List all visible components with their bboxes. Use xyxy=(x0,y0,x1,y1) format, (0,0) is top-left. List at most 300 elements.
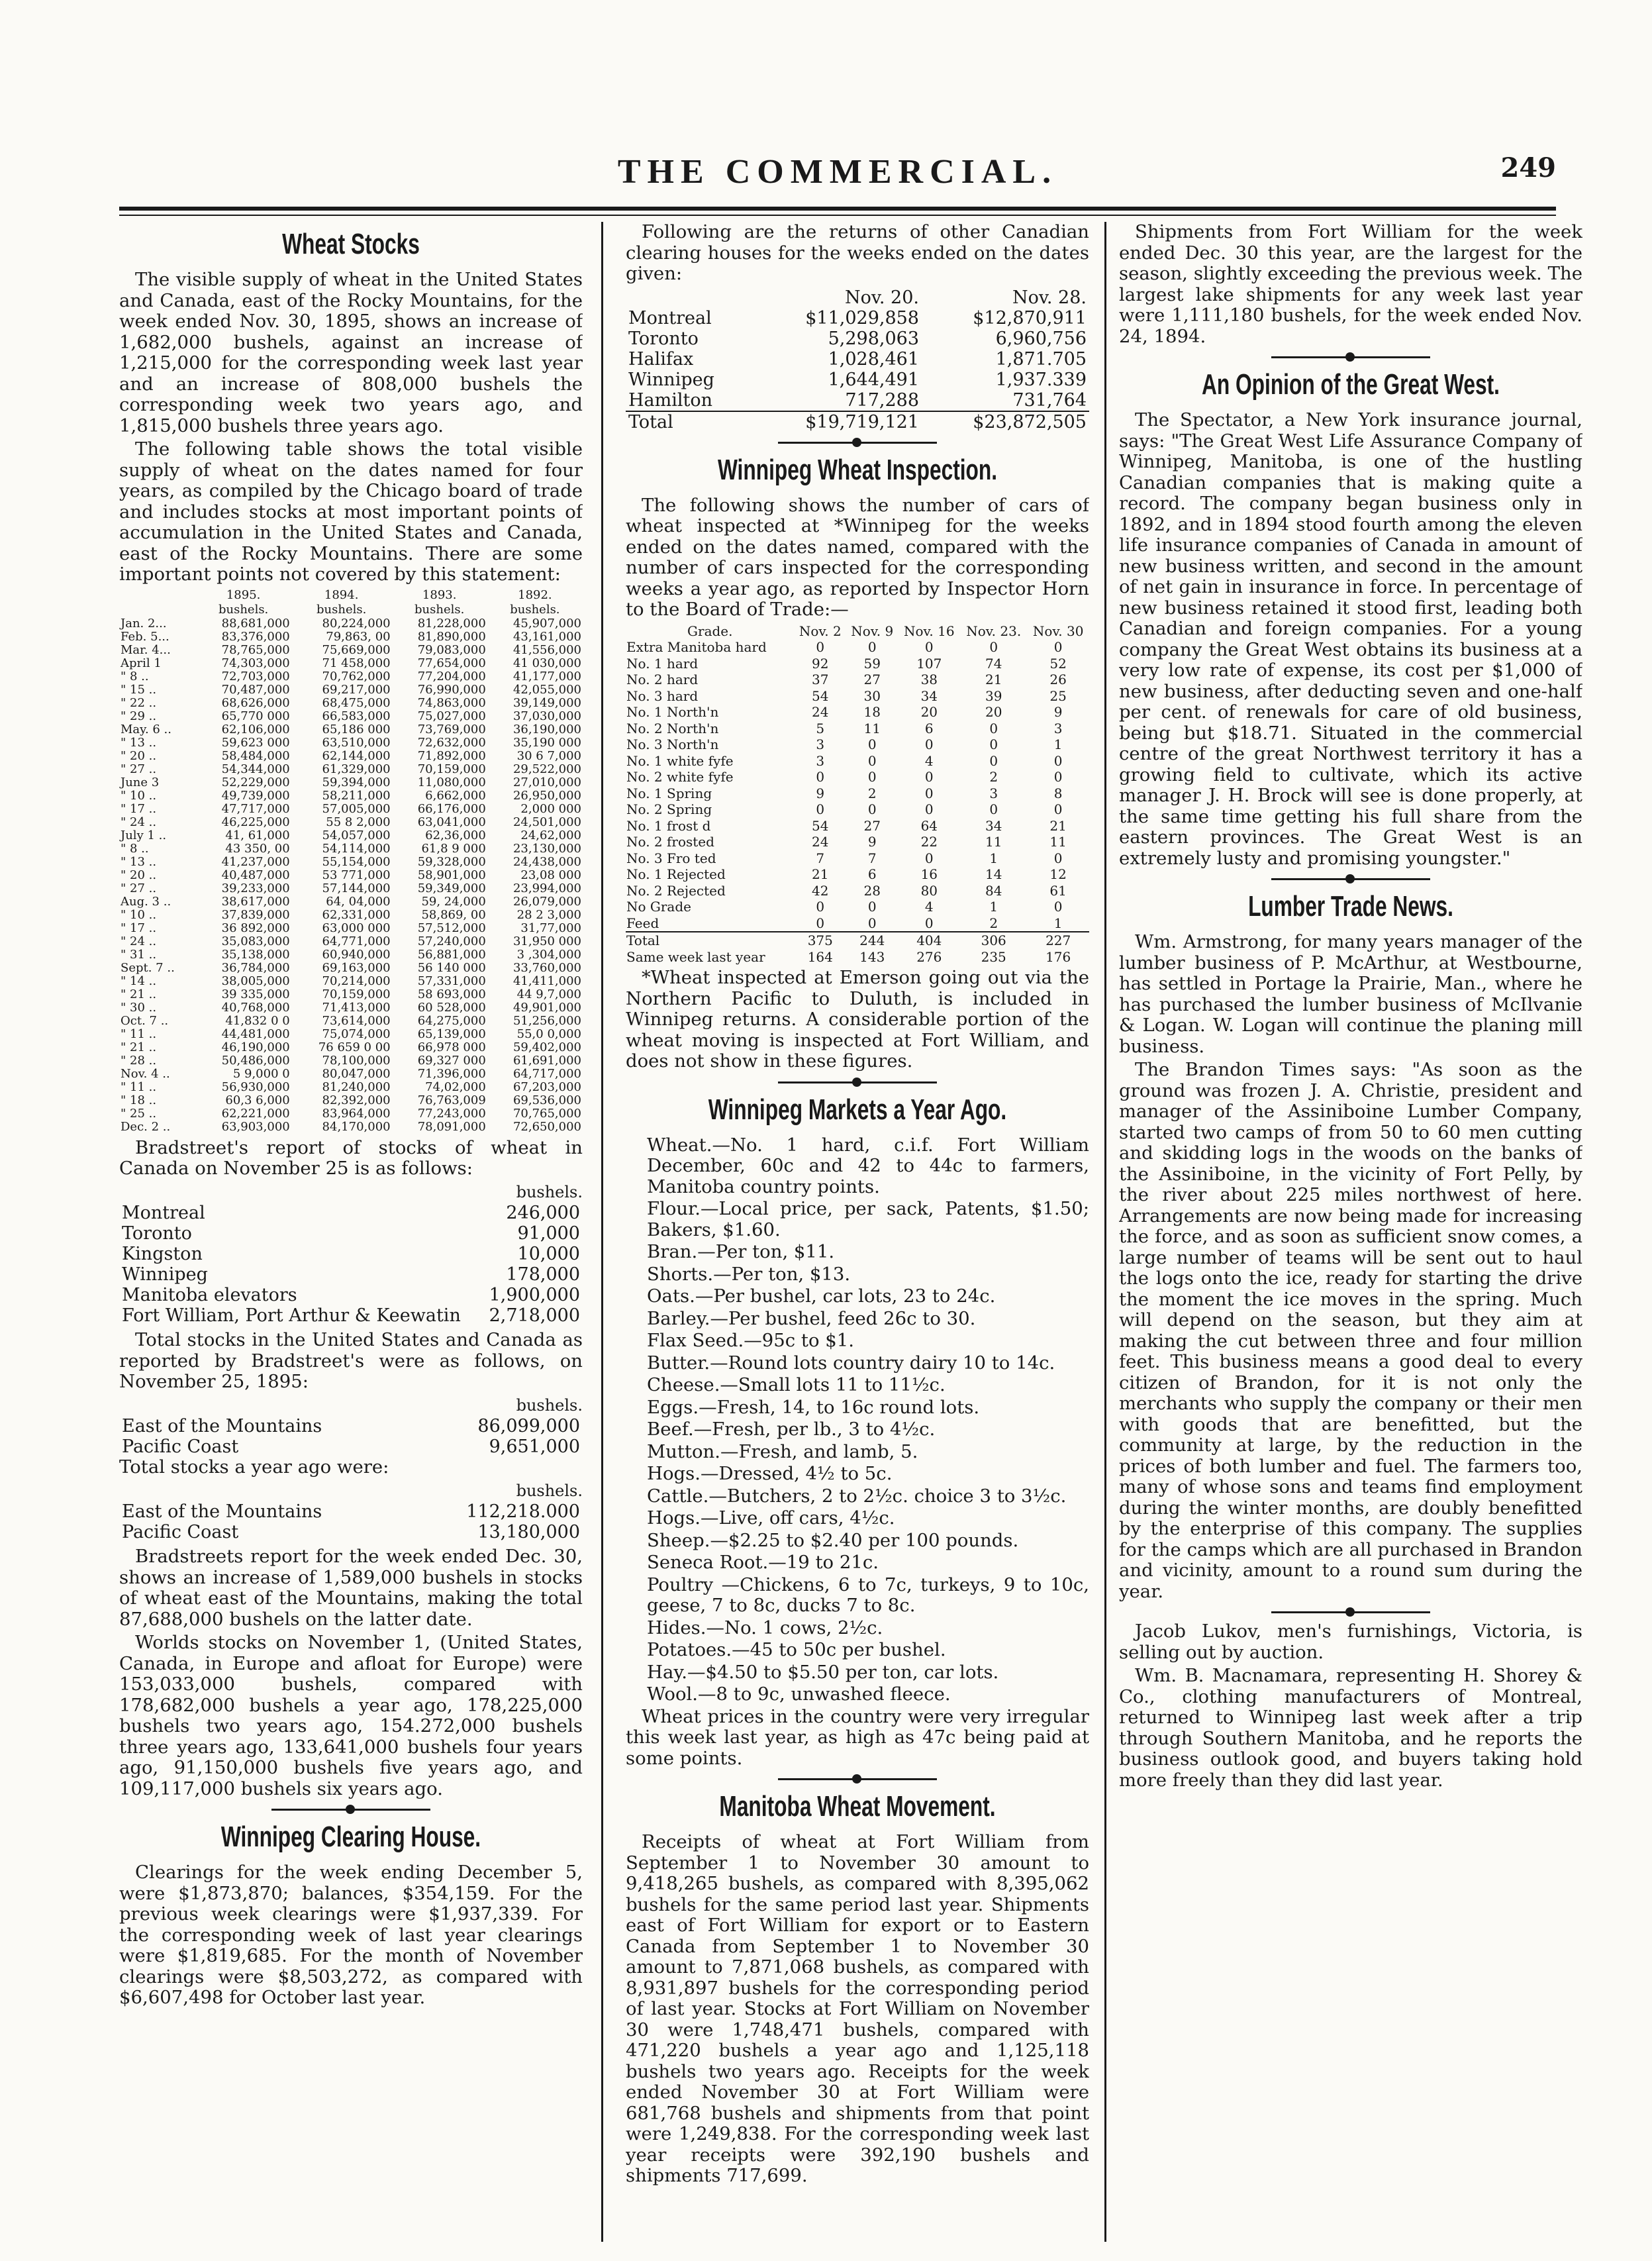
row-label: Mar. 4... xyxy=(121,642,171,657)
grade-label: No. 1 frost d xyxy=(626,817,711,834)
table-cell: 11 xyxy=(985,834,1002,850)
table-cell: 69,163,000 xyxy=(322,960,391,975)
table-cell: 72,703,000 xyxy=(221,669,290,683)
table-cell: 65,139,000 xyxy=(417,1027,486,1041)
list-item: Wheat.—No. 1 hard, c.i.f. Fort William December, 60c and 42 to 44c to farmers, Manitoba country points. xyxy=(647,1134,1089,1197)
table-row xyxy=(626,785,1089,802)
table-row xyxy=(626,915,1089,932)
table-cell: 37,839,000 xyxy=(221,907,290,922)
total-value: $19,719,121 xyxy=(754,411,922,432)
row-label: April 1 xyxy=(121,656,162,670)
row-label: " 21 .. xyxy=(121,987,157,1001)
unit-label: bushels. xyxy=(516,1182,583,1201)
table-cell: 0 xyxy=(816,801,825,817)
table-cell: 0 xyxy=(924,801,934,817)
table-cell: 56,881,000 xyxy=(417,947,486,962)
table-cell: 2 xyxy=(989,915,998,931)
table-row xyxy=(119,922,583,935)
row-label: Sept. 7 .. xyxy=(121,960,175,975)
table-cell: 1 xyxy=(989,850,998,866)
table-cell: 24,501,000 xyxy=(512,815,581,829)
table-cell: 53 771,000 xyxy=(322,868,391,882)
list-item: Hay.—$4.50 to $5.50 per ton, car lots. xyxy=(647,1661,999,1683)
table-cell: 45,907,000 xyxy=(512,616,581,630)
table-cell: 63,510,000 xyxy=(322,735,391,750)
table-cell: 84,170,000 xyxy=(322,1119,391,1134)
table-cell: 18 xyxy=(863,704,881,720)
table-cell: $11,029,858 xyxy=(805,307,919,328)
column-header: Nov. 9 xyxy=(851,623,894,639)
masthead-rule-thin xyxy=(119,215,1556,216)
table-row xyxy=(119,975,583,988)
table-cell: 0 xyxy=(867,639,877,655)
table-cell: 235 xyxy=(981,948,1006,965)
column-unit: bushels. xyxy=(316,602,367,617)
table-cell: 65,186 000 xyxy=(322,722,391,736)
column-2 xyxy=(626,222,1089,2248)
grade-label: No. 2 Rejected xyxy=(626,882,726,899)
paragraph: Bradstreets report for the week ended Dec. 30, shows an increase of 1,589,000 bushels in stocks of wheat east of the Mountains, making the total 87,688,000 bushels on the latter date. xyxy=(119,1546,583,1630)
table-row xyxy=(119,1028,583,1041)
column-header: Nov. 16 xyxy=(903,623,955,639)
inspection-header-row xyxy=(626,623,1089,640)
table-cell: 59 xyxy=(863,655,881,672)
table-cell: 44 9,7,000 xyxy=(516,987,581,1001)
year-ago-table xyxy=(119,1501,583,1542)
table-cell: 74,02,000 xyxy=(425,1080,486,1094)
table-cell: 83,964,000 xyxy=(322,1106,391,1121)
row-label: Feb. 5... xyxy=(121,629,170,644)
list-item: Hogs.—Dressed, 4½ to 5c. xyxy=(647,1463,893,1484)
table-cell: 71,413,000 xyxy=(322,1000,391,1015)
column-header: 1892. xyxy=(518,587,552,602)
table-cell: 28 2 3,000 xyxy=(516,907,581,922)
list-item: Poultry —Chickens, 6 to 7c, turkeys, 9 to 10c, geese, 7 to 8c, ducks 7 to 8c. xyxy=(647,1574,1089,1616)
table-cell: 46,190,000 xyxy=(221,1040,290,1054)
table-cell: 12 xyxy=(1049,866,1067,882)
table-row xyxy=(119,1121,583,1134)
column-divider xyxy=(1104,222,1106,2242)
table-cell: 0 xyxy=(867,899,877,915)
table-cell: 31,77,000 xyxy=(520,921,581,935)
table-row xyxy=(119,869,583,882)
row-label: Nov. 4 .. xyxy=(121,1066,170,1081)
table-cell: 41,237,000 xyxy=(221,854,290,869)
table-cell: 52 xyxy=(1049,655,1067,672)
row-label: " 20 .. xyxy=(121,748,157,763)
table-row xyxy=(119,630,583,644)
table-row xyxy=(119,1054,583,1068)
table-cell: 30 6 7,000 xyxy=(516,748,581,763)
total-value: 227 xyxy=(1027,932,1089,949)
table-cell: 36 892,000 xyxy=(221,921,290,935)
grade-label: No. 2 white fyfe xyxy=(626,769,734,785)
section-separator xyxy=(778,1778,937,1780)
row-label: Montreal xyxy=(122,1203,205,1223)
table-row xyxy=(119,750,583,763)
table-cell: 21 xyxy=(985,672,1002,687)
table-cell: 75,074,000 xyxy=(322,1027,391,1041)
column-header: 1895. xyxy=(226,587,261,602)
table-cell: 11 xyxy=(863,720,881,736)
table-cell: 0 xyxy=(1053,801,1063,817)
table-cell: 74,863,000 xyxy=(417,695,486,710)
column-header: Nov. 2 xyxy=(799,623,842,639)
table-cell: 61,8 9 000 xyxy=(421,841,486,856)
table-row xyxy=(119,1522,583,1542)
total-value: $23,872,505 xyxy=(922,411,1089,432)
table-row xyxy=(119,1107,583,1121)
table-cell: 58,211,000 xyxy=(322,788,391,803)
list-item: Flour.—Local price, per sack, Patents, $1.50; Bakers, $1.60. xyxy=(647,1198,1089,1240)
table-cell: 0 xyxy=(1053,769,1063,785)
table-cell: 61 xyxy=(1049,882,1067,899)
table-cell: 39,149,000 xyxy=(512,695,581,710)
article-heading-wheat-stocks: Wheat Stocks xyxy=(282,228,420,260)
list-item: Bran.—Per ton, $11. xyxy=(647,1241,835,1262)
table-cell: 70,159,000 xyxy=(322,987,391,1001)
row-label: " 11 .. xyxy=(121,1080,157,1094)
table-cell: 41, 61,000 xyxy=(225,828,290,842)
total-value: 375 xyxy=(795,932,846,949)
masthead xyxy=(119,152,1556,192)
table-cell: 0 xyxy=(989,720,998,736)
column-divider xyxy=(601,222,603,2242)
table-row xyxy=(119,1501,583,1522)
table-cell: 62,221,000 xyxy=(221,1106,290,1121)
grade-label: No. 1 hard xyxy=(626,655,699,672)
row-label: Jan. 2... xyxy=(121,616,167,630)
table-cell: 6 xyxy=(867,866,877,882)
table-cell: 60 528,000 xyxy=(417,1000,486,1015)
row-label: " 10 .. xyxy=(121,907,157,922)
table-cell: 77,243,000 xyxy=(417,1106,486,1121)
paragraph: Worlds stocks on November 1, (United States, Canada, in Europe and afloat for Europe) were 153,033,000 bushels, compared with 178,682,000 bushels a year ago, 178,225,000 bushels two years ago, 154.272,000 bushels three years ago, 133,641,000 bushels four years ago, 91,150,000 bushels five years ago, and 109,117,000 bushels six years ago. xyxy=(119,1632,583,1799)
row-label: " 27 .. xyxy=(121,762,157,776)
table-cell: 54 xyxy=(812,687,829,704)
table-cell: 0 xyxy=(816,769,825,785)
table-cell: 107 xyxy=(916,655,942,672)
row-label: Aug. 3 .. xyxy=(121,894,171,909)
table-row xyxy=(119,935,583,948)
table-cell: 35,190 000 xyxy=(512,735,581,750)
paragraph: Receipts of wheat at Fort William from September 1 to November 30 amount to 9,418,265 bushels, as compared with 8,395,062 bushels for the same period last year. Shipments east of Fort William for export or to Eastern Canada from September 1 to November 30 amount to 7,871,068 bushels, as compared with 8,931,897 bushels for the corresponding period of last year. Stocks at Fort William on November 30 were 1,748,471 bushels, compared with 471,220 bushels a year ago and 1,125,118 bushels two years ago. Receipts for the week ended November 30 at Fort William were 681,768 bushels and shipments from that point were 1,249,838. For the corresponding week last year receipts were 392,190 bushels and shipments 717,699. xyxy=(626,1831,1089,2186)
table-cell: 62,106,000 xyxy=(221,722,290,736)
column-unit: bushels. xyxy=(218,602,269,617)
table-cell: 59,349,000 xyxy=(417,881,486,895)
list-item: Cheese.—Small lots 11 to 11½c. xyxy=(647,1374,946,1395)
grade-label: Feed xyxy=(626,915,659,931)
table-cell: 0 xyxy=(1053,752,1063,769)
table-cell: 54,057,000 xyxy=(322,828,391,842)
list-item: Seneca Root.—19 to 21c. xyxy=(647,1552,879,1573)
table-cell: 41,411,000 xyxy=(512,974,581,988)
table-row xyxy=(119,617,583,630)
row-value: 10,000 xyxy=(517,1244,580,1264)
table-cell: 64 xyxy=(920,817,938,834)
row-label: " 13 .. xyxy=(121,854,157,869)
table-cell: 37 xyxy=(812,672,829,687)
table-cell: 68,626,000 xyxy=(221,695,290,710)
table-cell: 43,161,000 xyxy=(512,629,581,644)
table-cell: 9 xyxy=(867,834,877,850)
table-cell: 164 xyxy=(807,948,833,965)
table-cell: 37,030,000 xyxy=(512,709,581,723)
table-cell: 92 xyxy=(812,655,829,672)
table-row xyxy=(119,723,583,736)
table-cell: 71,892,000 xyxy=(417,748,486,763)
paragraph: Wm. Armstrong, for many years manager of the lumber business of P. McArthur, at Westbourne, has settled in Portage la Prairie, Man., where he has purchased the lumber business of McIlvanie & Logan. W. Logan will continue the planing mill business. xyxy=(1119,931,1582,1057)
section-separator xyxy=(1271,1611,1430,1613)
table-row xyxy=(626,308,1089,328)
table-cell: 8 xyxy=(1053,785,1063,801)
article-heading-markets-year-ago: Winnipeg Markets a Year Ago. xyxy=(708,1093,1007,1126)
table-cell: 59,394,000 xyxy=(322,775,391,789)
table-row xyxy=(119,1244,583,1264)
table-row xyxy=(119,1416,583,1436)
table-cell: 11,080,000 xyxy=(417,775,486,789)
table-row xyxy=(626,721,1089,737)
total-value: 306 xyxy=(960,932,1027,949)
table-row xyxy=(626,818,1089,834)
table-cell: 69,327 000 xyxy=(417,1053,486,1068)
table-cell: 0 xyxy=(1053,899,1063,915)
column-header: 1894. xyxy=(324,587,359,602)
paragraph: Jacob Lukov, men's furnishings, Victoria, is selling out by auction. xyxy=(1119,1621,1582,1663)
table-cell: 28 xyxy=(863,882,881,899)
table-cell: 78,091,000 xyxy=(417,1119,486,1134)
row-label: " 22 .. xyxy=(121,695,157,710)
grade-label: No. 3 hard xyxy=(626,687,699,704)
table-cell: 3 xyxy=(816,752,825,769)
table-row xyxy=(626,370,1089,390)
table-row xyxy=(119,895,583,909)
table-cell: 41 030,000 xyxy=(512,656,581,670)
table-cell: 0 xyxy=(924,850,934,866)
table-cell: 5 9,000 0 xyxy=(232,1066,290,1081)
row-label: " 30 .. xyxy=(121,1000,157,1015)
column-unit: bushels. xyxy=(510,602,560,617)
table-cell: 27 xyxy=(863,817,881,834)
row-label: " 25 .. xyxy=(121,1106,157,1121)
table-cell: 25 xyxy=(1049,687,1067,704)
section-separator xyxy=(778,442,937,444)
table-cell: 0 xyxy=(867,801,877,817)
table-cell: 0 xyxy=(867,736,877,752)
paragraph: Wheat prices in the country were very irregular this week last year, as high as 47c being paid at some points. xyxy=(626,1705,1089,1769)
table-cell: 31,950 000 xyxy=(512,934,581,948)
row-value: 246,000 xyxy=(506,1203,580,1223)
table-cell: 58,484,000 xyxy=(221,748,290,763)
inspection-table xyxy=(626,623,1089,966)
row-value: 86,099,000 xyxy=(477,1416,580,1436)
table-cell: 49,739,000 xyxy=(221,788,290,803)
table-cell: 0 xyxy=(989,752,998,769)
table-cell: 3 xyxy=(989,785,998,801)
inspection-totals xyxy=(626,932,1089,965)
table-cell: 75,027,000 xyxy=(417,709,486,723)
column-header: Nov. 30 xyxy=(1032,623,1084,639)
paragraph: Clearings for the week ending December 5, were $1,873,870; balances, $354,159. For the previous week clearings were $1,937,339. For the corresponding week of last year clearings were $1,819,685. For the month of November clearings were $8,503,272, as compared with $6,607,498 for October last year. xyxy=(119,1862,583,2008)
row-label: June 3 xyxy=(121,775,160,789)
row-label: " 17 .. xyxy=(121,921,157,935)
table-row xyxy=(626,769,1089,785)
table-row xyxy=(119,948,583,962)
table-cell: 64,275,000 xyxy=(417,1013,486,1028)
table-cell: 59, 24,000 xyxy=(421,894,486,909)
table-cell: 717,288 xyxy=(845,389,919,411)
city-label: Winnipeg xyxy=(628,369,714,390)
table-cell: 0 xyxy=(867,752,877,769)
table-row xyxy=(119,1305,583,1326)
table-row xyxy=(119,909,583,922)
publication-title: THE COMMERCIAL. xyxy=(617,153,1058,191)
table-cell: 6,960,756 xyxy=(995,328,1087,349)
row-label: Same week last year xyxy=(626,948,765,965)
table-row xyxy=(626,656,1089,672)
row-label: " 31 .. xyxy=(121,947,157,962)
table-row xyxy=(626,688,1089,705)
row-label: Fort William, Port Arthur & Keewatin xyxy=(122,1305,461,1326)
table-cell: 24,62,000 xyxy=(520,828,581,842)
table-cell: 0 xyxy=(1053,850,1063,866)
row-label: May. 6 .. xyxy=(121,722,172,736)
table-cell: 20 xyxy=(985,704,1002,720)
row-label: Oct. 7 .. xyxy=(121,1013,169,1028)
table-row xyxy=(119,1081,583,1094)
clearing-rows xyxy=(626,308,1089,411)
table-cell: 63,903,000 xyxy=(221,1119,290,1134)
table-cell: 62,331,000 xyxy=(322,907,391,922)
table-cell: 38 xyxy=(920,672,938,687)
list-item: Wool.—8 to 9c, unwashed fleece. xyxy=(647,1683,951,1705)
table-cell: $12,870,911 xyxy=(973,307,1087,328)
table-row xyxy=(626,850,1089,867)
table-cell: 41,832 0 0 xyxy=(225,1013,290,1028)
table-cell: 64, 04,000 xyxy=(326,894,391,909)
row-value: 2,718,000 xyxy=(489,1305,580,1326)
table-cell: 34 xyxy=(985,817,1002,834)
table-cell: 1,871.705 xyxy=(995,348,1087,370)
city-label: Montreal xyxy=(628,307,712,328)
table-cell: 0 xyxy=(924,785,934,801)
row-label: East of the Mountains xyxy=(122,1501,322,1522)
grade-label: No. 2 North'n xyxy=(626,720,719,736)
table-cell: 79,863, 00 xyxy=(326,629,391,644)
city-label: Halifax xyxy=(628,348,694,370)
table-cell: 58,901,000 xyxy=(417,868,486,882)
visible-supply-rows xyxy=(119,617,583,1134)
table-cell: 63,000 000 xyxy=(322,921,391,935)
table-cell: 731,764 xyxy=(1012,389,1087,411)
table-cell: 3 ,304,000 xyxy=(516,947,581,962)
total-row xyxy=(626,411,1089,432)
row-label: " 18 .. xyxy=(121,1093,157,1107)
table-cell: 0 xyxy=(816,915,825,931)
table-cell: 1 xyxy=(1053,736,1063,752)
table-cell: 20 xyxy=(920,704,938,720)
table-row xyxy=(119,670,583,683)
table-cell: 50,486,000 xyxy=(221,1053,290,1068)
column-3 xyxy=(1119,222,1582,2248)
table-cell: 57,512,000 xyxy=(417,921,486,935)
table-cell: 34 xyxy=(920,687,938,704)
table-cell: 78,765,000 xyxy=(221,642,290,657)
paragraph: The visible supply of wheat in the United States and Canada, east of the Rocky Mountains, for the week ended Nov. 30, 1895, shows an increase of 1,682,000 bushels, against an increase of 1,215,000 for the corresponding week last year and an increase of 808,000 bushels the corresponding week two years ago, and 1,815,000 bushels three years ago. xyxy=(119,269,583,436)
table-cell: 57,240,000 xyxy=(417,934,486,948)
paragraph: *Wheat inspected at Emerson going out via the Northern Pacific to Duluth, is included in Winnipeg returns. A considerable portion of the wheat moving is inspected at Fort William, and does not show in these figures. xyxy=(626,967,1089,1072)
paragraph: The following shows the number of cars of wheat inspected at *Winnipeg for the weeks ended on the dates named, compared with the number of cars inspected for the corresponding weeks a year ago, as reported by Inspector Horn to the Board of Trade:— xyxy=(626,494,1089,620)
list-item: Mutton.—Fresh, and lamb, 5. xyxy=(647,1440,918,1462)
grade-label: No. 2 frosted xyxy=(626,834,714,850)
table-cell: 58,869, 00 xyxy=(421,907,486,922)
table-cell: 76,763,009 xyxy=(417,1093,486,1107)
table-row xyxy=(119,789,583,803)
table-cell: 21 xyxy=(1049,817,1067,834)
list-item: Shorts.—Per ton, $13. xyxy=(647,1263,851,1285)
table-cell: 76 659 0 00 xyxy=(318,1040,391,1054)
table-cell: 23,130,000 xyxy=(512,841,581,856)
table-cell: 71,396,000 xyxy=(417,1066,486,1081)
unit-label: bushels. xyxy=(516,1481,583,1500)
table-cell: 56 140 000 xyxy=(417,960,486,975)
row-label: " 28 .. xyxy=(121,1053,157,1068)
grade-label: No. 1 Rejected xyxy=(626,866,726,882)
table-cell: 1 xyxy=(989,899,998,915)
table-cell: 1 xyxy=(1053,915,1063,931)
paragraph: Shipments from Fort William for the week ended Dec. 30 this year, are the largest for the season, slightly exceeding the previous week. The largest lake shipments for any week last year were 1,111,180 bushels, for the week ended Nov. 24, 1894. xyxy=(1119,222,1582,347)
table-cell: 1,644,491 xyxy=(828,369,919,390)
row-label: " 27 .. xyxy=(121,881,157,895)
total-value: 404 xyxy=(898,932,960,949)
row-label: " 17 .. xyxy=(121,801,157,816)
table-cell: 36,190,000 xyxy=(512,722,581,736)
table-cell: 59,328,000 xyxy=(417,854,486,869)
table-cell: 29,522,000 xyxy=(512,762,581,776)
table-cell: 82,392,000 xyxy=(322,1093,391,1107)
table-cell: 1,028,461 xyxy=(828,348,919,370)
row-value: 91,000 xyxy=(517,1223,580,1244)
table-cell: 35,138,000 xyxy=(221,947,290,962)
table-row xyxy=(626,834,1089,850)
city-label: Hamilton xyxy=(628,389,713,411)
table-cell: 63,041,000 xyxy=(417,815,486,829)
section-separator xyxy=(1271,356,1430,358)
table-cell: 59,623 000 xyxy=(221,735,290,750)
table-cell: 62,36,000 xyxy=(425,828,486,842)
table-cell: 81,228,000 xyxy=(417,616,486,630)
row-label: " 13 .. xyxy=(121,735,157,750)
grade-label: No. 1 white fyfe xyxy=(626,752,734,769)
table-cell: 80,224,000 xyxy=(322,616,391,630)
table-cell: 176 xyxy=(1045,948,1071,965)
table-cell: 23,994,000 xyxy=(512,881,581,895)
table-cell: 67,203,000 xyxy=(512,1080,581,1094)
row-label: " 29 .. xyxy=(121,709,157,723)
grade-label: No. 2 Spring xyxy=(626,801,712,817)
unit-label: bushels. xyxy=(516,1395,583,1415)
table-cell: 73,769,000 xyxy=(417,722,486,736)
table-cell: 276 xyxy=(916,948,942,965)
table-cell: 81,240,000 xyxy=(322,1080,391,1094)
table-cell: 38,005,000 xyxy=(221,974,290,988)
table-cell: 2 xyxy=(867,785,877,801)
table-cell: 77,204,000 xyxy=(417,669,486,683)
paragraph: The Spectator, a New York insurance journal, says: "The Great West Life Assurance Company of Winnipeg, Manitoba, is one of the hustling Canadian companies that is making quite a record. The company began business only in 1892, and in 1894 stood fourth among the eleven life insurance companies of Canada in amount of new business written, and second in the amount of net gain in insurance in force. In percentage of new business retained it stood first, leading both Canadian and foreign companies. For a young company the Great West obtains its business at a very low rate of expense, its cost per $1,000 of new business, after deducting seven and one-half per cent. of renewals for care of old business, being but $18.71. Situated in the commercial centre of the great Northwest territory it has a growing field to cultivate, which its active manager J. H. Brock will see is done properly, at the same time getting his full share from the eastern provinces. The Great West is an extremely lusty and promising youngster." xyxy=(1119,409,1582,869)
table-cell: 61,691,000 xyxy=(512,1053,581,1068)
table-cell: 41,556,000 xyxy=(512,642,581,657)
table-row xyxy=(626,899,1089,915)
